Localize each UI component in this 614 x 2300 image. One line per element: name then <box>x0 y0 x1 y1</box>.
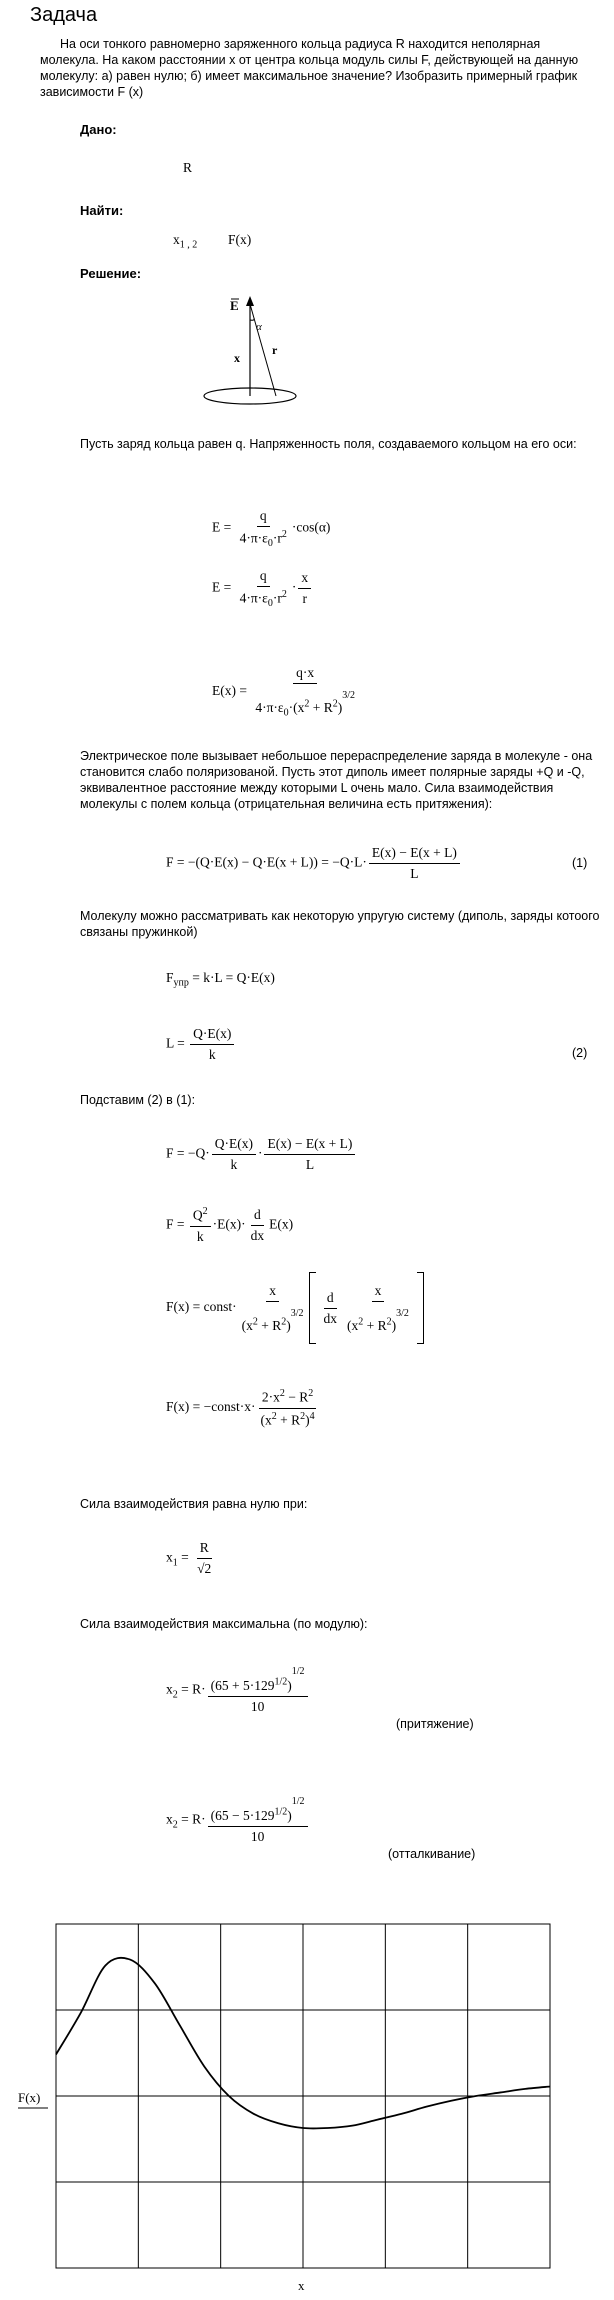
force-chart <box>0 1918 614 2300</box>
paragraph-6: Сила взаимодействия максимальна (по модулю): <box>80 1617 368 1631</box>
paragraph-4: Подставим (2) в (1): <box>80 1093 196 1107</box>
find-x: x <box>173 232 180 247</box>
solution-label: Решение: <box>80 266 142 281</box>
label-alpha: α <box>256 321 262 333</box>
xlabel: x <box>298 2278 305 2293</box>
given-value: R <box>183 160 193 175</box>
ylabel: F(x) <box>18 2090 41 2105</box>
paragraph-2: Электрическое поле вызывает небольшое перераспределение заряда в молекуле - она становится слабо поляризованой. Пусть этот диполь имеет полярные заряды +Q и -Q, эквивалентное расстояние между которыми L очень мало. Сила взаимодействия молекулы с полем кольца (отрицательная величина есть притяжения): <box>80 749 593 811</box>
find-label: Найти: <box>80 203 124 218</box>
formula-deriv: F = $\frac{Q^2}{k}$ ·E(x)· $\frac{d}{dx}$ E(x) <box>166 1206 294 1244</box>
find-values <box>173 232 251 251</box>
formula-force-1: F = −(Q·E(x) − Q·E(x + L)) = −Q·L· $\frac{E(x) - E(x + L)}{L}$ <box>166 845 462 882</box>
formula-e-xr: E = $\frac{q}{4\cdot\pi\cdot\varepsilon_0\cdot r^2}$ · $\frac{x}{r}$ <box>212 568 313 609</box>
formula-e-cos: E = $\frac{q}{4\cdot\pi\cdot\varepsilon_0\cdot r^2}$ ·cos(α) <box>212 508 331 550</box>
ring-diagram <box>190 290 320 410</box>
find-f: F(x) <box>228 232 252 247</box>
formula-ex: E(x) = $\frac{q\cdot x}{4\cdot\pi\cdot\varepsilon_0\cdot(x^2 + R^2)^{3/2}}$ <box>212 665 355 719</box>
formula-x2-repulsion: $x_2 = R\cdot$ $\frac{(65 - 5\cdot 129^{1/2})^{1/2}}{10}$ <box>166 1796 310 1845</box>
formula-x1: $x_1$ = $\frac{R}{√2}$ <box>166 1540 212 1576</box>
paragraph-3: Молекулу можно рассматривать как некоторую упругую систему (диполь, заряды котоого связаны пружинкой) <box>80 909 600 939</box>
repulsion-label: (отталкивание) <box>388 1847 476 1861</box>
problem-text: На оси тонкого равномерно заряженного кольца радиуса R находится неполярная молекула. На каком расстоянии x от центра кольца модуль силы F, действующей на данную молекулу: а) равен нулю; б) имеет максимальное значение? Изобразить примерный график зависимости F (x) <box>40 37 579 99</box>
paragraph-5: Сила взаимодействия равна нулю при: <box>80 1497 308 1511</box>
formula-x2-attraction: $x_2 = R\cdot$ $\frac{(65 + 5\cdot 129^{1/2})^{1/2}}{10}$ <box>166 1666 310 1715</box>
eq2-number: (2) <box>572 1046 588 1060</box>
page-title: Задача <box>30 4 98 26</box>
label-e: E <box>230 298 239 313</box>
label-x: x <box>234 351 240 365</box>
paragraph-1: Пусть заряд кольца равен q. Напряженность поля, создаваемого кольцом на его оси: <box>80 437 577 451</box>
attraction-label: (притяжение) <box>396 1717 474 1731</box>
formula-fx-final: F(x) = −const·x· $\frac{2\cdot x^2 - R^2}{(x^2 + R^2)^4}$ <box>166 1388 315 1427</box>
formula-fx-const: F(x) = const· $\frac{x}{(x^2 + R^2)^{3/2}}$ $\frac{d}{dx}$ $\frac{x}{(x^2 + R^2)^{3/2}}$ <box>166 1272 424 1344</box>
label-r: r <box>272 343 278 357</box>
formula-f-upr: $F_{упр} = k\cdot L = Q\cdot E(x)$ <box>166 970 275 989</box>
formula-sub: F = −Q· $\frac{Q\cdot E(x)}{k}$ · $\frac{E(x) - E(x + L)}{L}$ <box>166 1136 357 1173</box>
formula-l: L = $\frac{Q\cdot E(x)}{k}$ <box>166 1026 236 1063</box>
given-label: Дано: <box>80 122 117 137</box>
find-x-sub: 1 , 2 <box>179 239 198 251</box>
eq1-number: (1) <box>572 856 588 870</box>
